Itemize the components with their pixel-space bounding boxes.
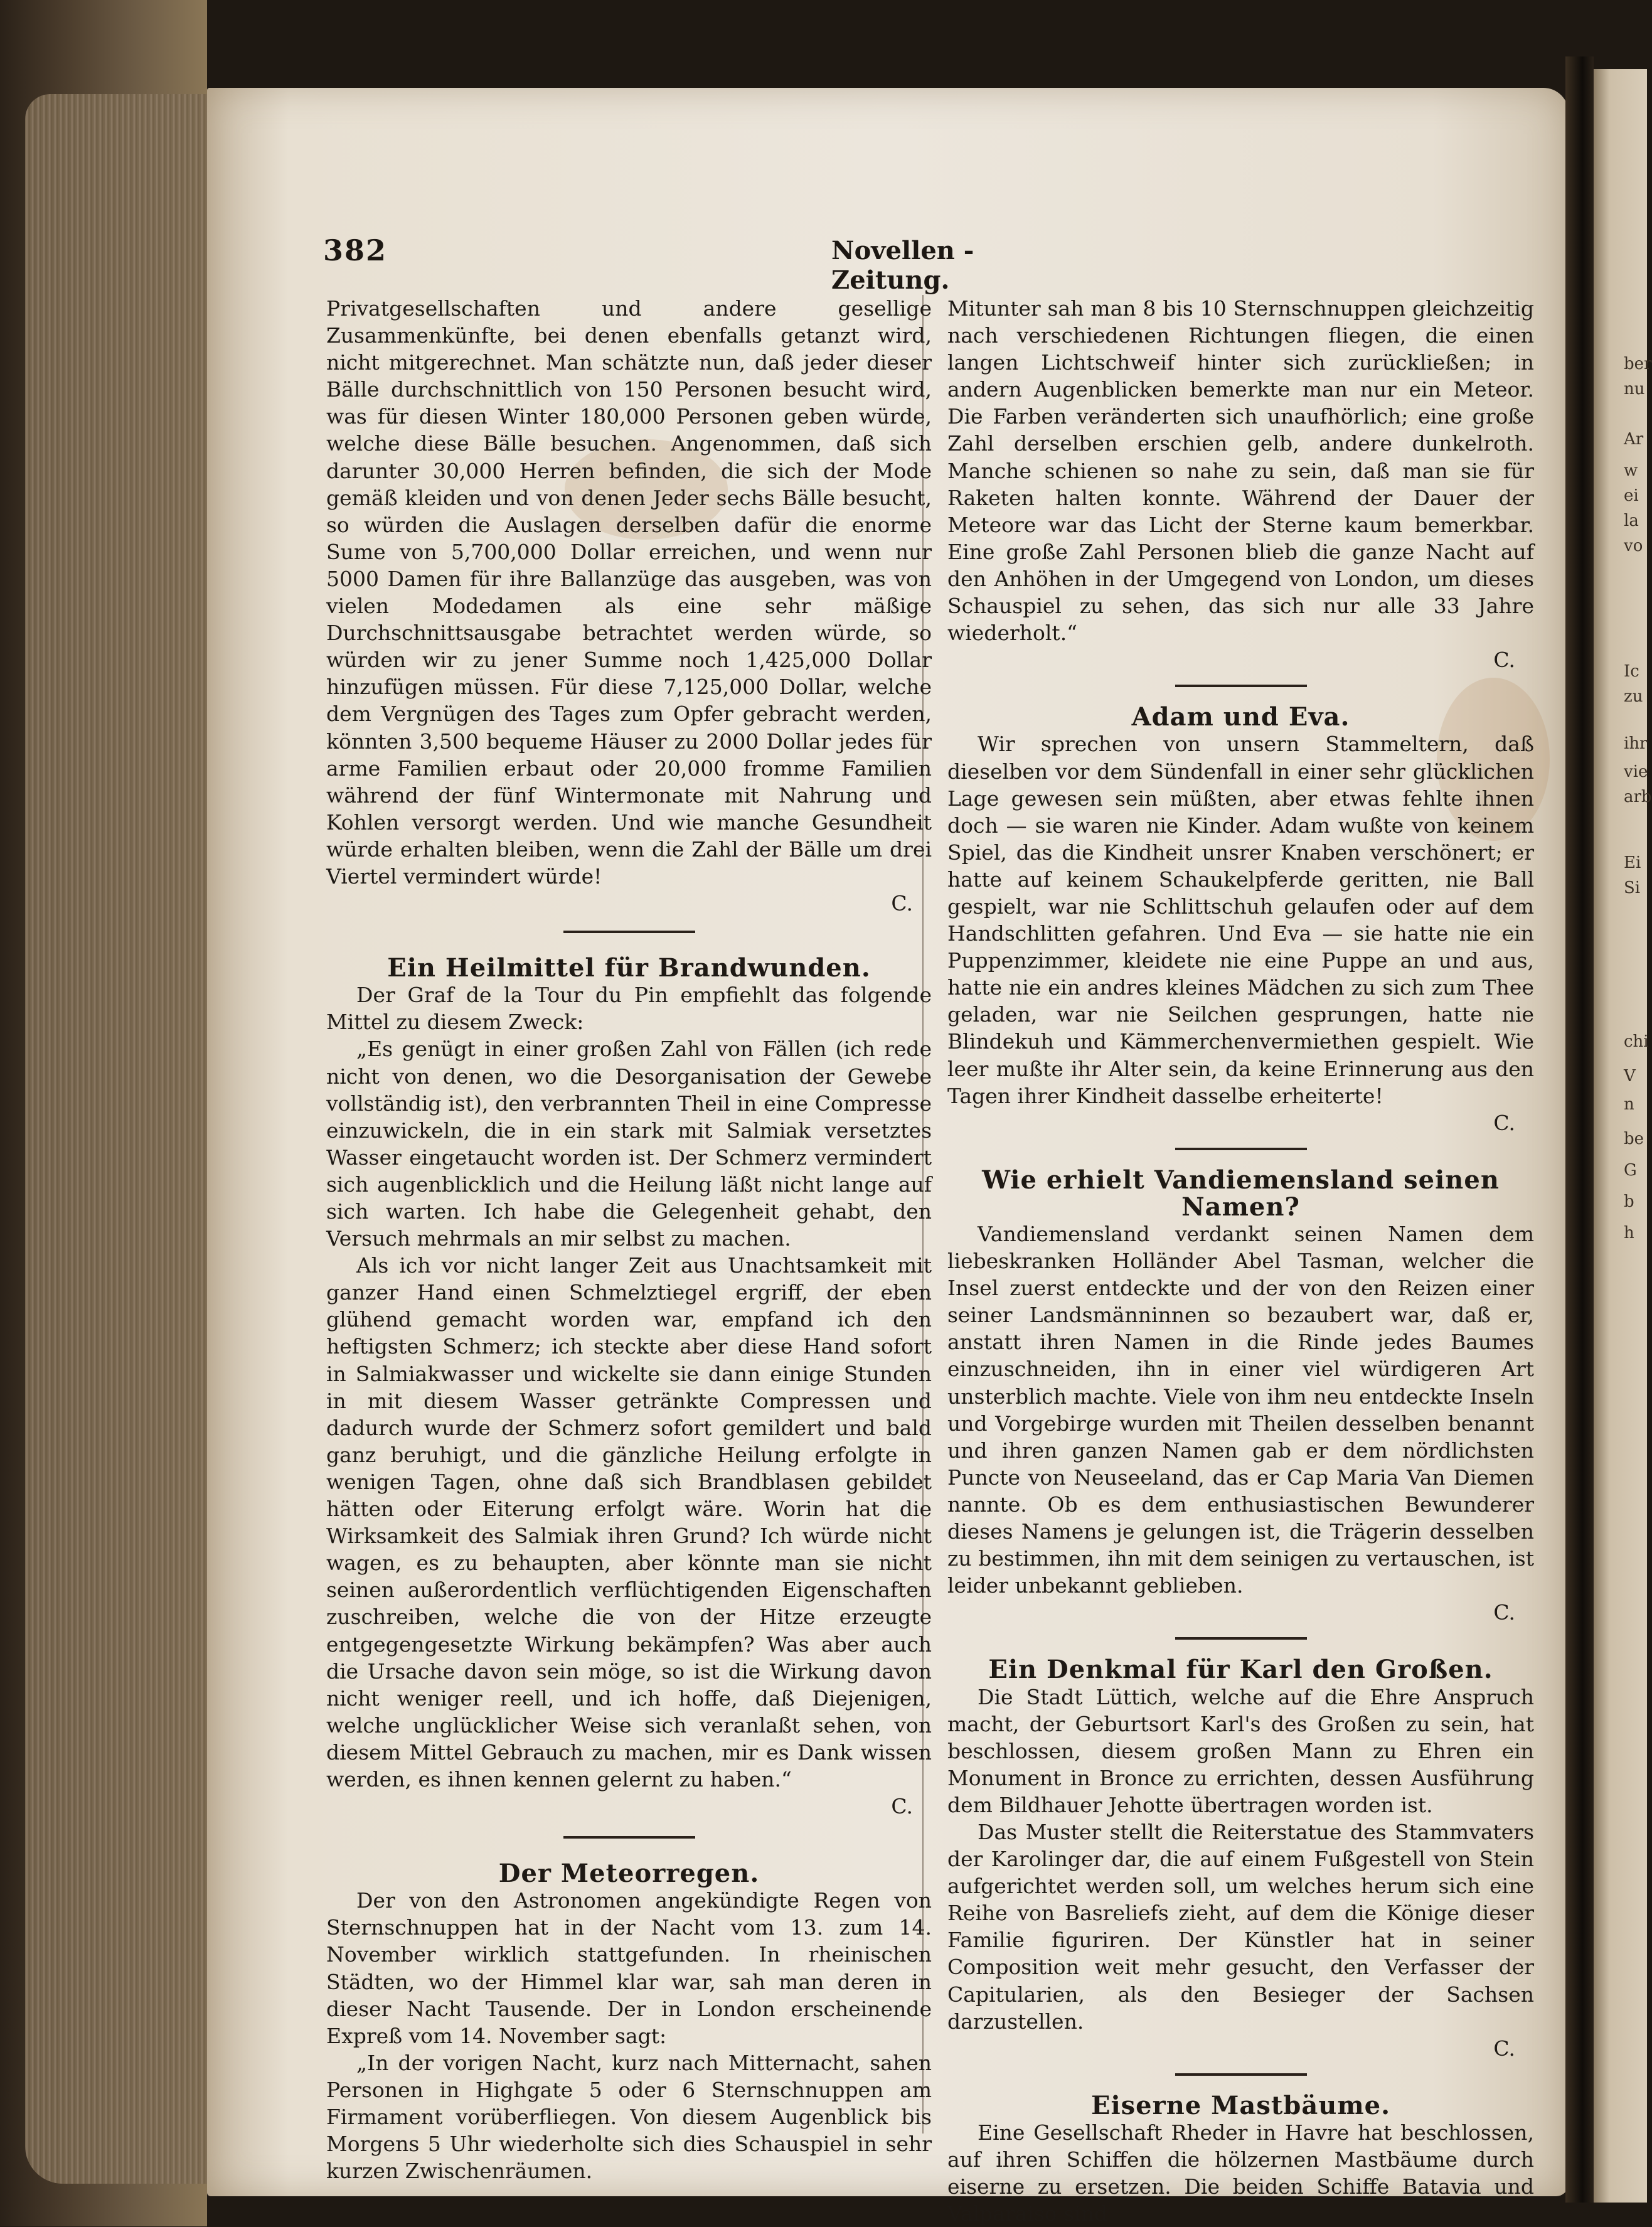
body-paragraph: Der von den Astronomen angekündigte Regen von Sternschnuppen hat in der Nacht vom 13. zum 14. November wirklich stattgefunden. In rheinischen Städten, wo der Himmel klar war, sah man deren in dieser Nacht Tausende. Der in London erscheinende Expreß vom 14. November sagt: [326,1888,932,2048]
next-page-fragment: chi [1624,1032,1649,1051]
next-page-fragment: ei [1624,486,1639,505]
author-signature: C. [1493,1110,1515,1135]
body-paragraph: Als ich vor nicht langer Zeit aus Unachtsamkeit mit ganzer Hand einen Schmelztiegel ergriff, der eben glühend gemacht worden war, empfand ich den heftigsten Schmerz; ich steckte aber diese Hand sofort in Salmiakwasser und wickelte sie dann einige Stunden in mit diesem Wasser getränkte Compressen und dadurch wurde der Schmerz sofort gemildert und bald ganz beruhigt, und die gänzliche Heilung erfolgte in wenigen Tagen, ohne daß sich Brandblasen gebildet hätten oder Eiterung erfolgt wäre. Worin hat die Wirksamkeit des Salmiak ihren Grund? Ich würde nicht wagen, es zu behaupten, aber könnte man sie nicht seinen außerordentlich verflüchtigenden Eigenschaften zuschreiben, welche die von der Hitze erzeugte entgegengesetzte Wirkung bekämpfen? Was aber auch die Ursache davon sein möge, so ist die Wirkung davon nicht weniger reell, und ich hoffe, daß Diejenigen, welche unglücklicher Weise sich veranlaßt sehen, von diesem Mittel Gebrauch zu machen, mir es Dank wissen werden, es ihnen kennen gelernt zu haben.“ [326,1253,932,1792]
article-title: Ein Heilmittel für Brandwunden. [387,953,871,983]
book-gutter [1565,56,1594,2203]
page-header [323,233,1023,295]
page-number: 382 [323,233,388,267]
body-paragraph: „In der vorigen Nacht, kurz nach Mitternacht, sahen Personen in Highgate 5 oder 6 Sternschnuppen am Firmament vorüberfliegen. Von diesem Augenblick bis Morgens 5 Uhr wiederholte sich dies Schauspiel in sehr kurzen Zwischenräumen. [326,2050,932,2184]
next-page-fragment: be [1624,1130,1644,1148]
next-page-fragment: ber [1624,355,1652,373]
section-rule [563,1836,695,1839]
article-title: Adam und Eva. [1131,702,1350,732]
next-page-fragment: Ar [1624,430,1644,449]
body-paragraph: Mitunter sah man 8 bis 10 Sternschnuppen gleichzeitig nach verschiedenen Richtungen fliegen, die einen langen Lichtschweif hinter sich zurückließen; in andern Augenblicken bemerkte man nur ein Meteor. Die Farben veränderten sich unaufhörlich; eine große Zahl derselben erschien gelb, andere dunkelroth. Manche schienen so nahe zu sein, daß man sie für Raketen halten konnte. Während der Dauer der Meteore war das Licht der Sterne kaum bemerkbar. Eine große Zahl Personen blieb die ganze Nacht auf den Anhöhen in der Umgegend von London, um dieses Schauspiel zu sehen, das sich nur alle 33 Jahre wiederholt.“ [947,296,1534,646]
next-page-fragment: w [1624,461,1638,480]
article-title: Eiserne Mastbäume. [1090,2090,1391,2120]
author-signature: C. [1493,1600,1515,1625]
left-column [326,295,932,2184]
next-page-fragment: vo [1624,537,1643,555]
section-rule [1175,1148,1307,1150]
section-rule [1175,685,1307,687]
body-paragraph: Das Muster stellt die Reiterstatue des Stammvaters der Karolinger dar, die auf einem Fußgestell von Stein aufgerichtet werden soll, um welches herum sich eine Reihe von Basreliefs zieht, auf dem die Könige dieser Familie figuriren. Der Künstler hat in seiner Composition weit mehr gesucht, den Verfasser der Capitularien, als den Besieger der Sachsen darzustellen. [947,1819,1534,2034]
next-page-fragment: V [1624,1067,1636,1086]
next-page-fragment: la [1624,511,1639,530]
next-page-fragment: n [1624,1095,1634,1114]
section-rule [563,931,695,933]
next-page-fragment: h [1624,1224,1634,1242]
body-paragraph: Vandiemensland verdankt seinen Namen dem liebeskranken Holländer Abel Tasman, welcher die Insel zuerst entdeckte und der von den Reizen einer seiner Landsmänninnen so bezaubert war, daß er, anstatt ihren Namen in die Rinde jedes Baumes einzuschneiden, ihn in einer viel würdigeren Art unsterblich machte. Viele von ihm neu entdeckte Inseln und Vorgebirge wurden mit Theilen desselben benannt und ihren ganzen Namen gab er dem nördlichsten Puncte von Neuseeland, das er Cap Maria Van Diemen nannte. Ob es dem enthusiastischen Bewunderer dieses Namens je gelungen ist, die Trägerin desselben zu bestimmen, ihn mit dem seinigen zu vertauschen, ist leider unbekannt geblieben. [947,1222,1534,1598]
next-page-fragment: vie [1624,762,1648,781]
running-title: Novellen - Zeitung. [831,236,974,295]
article-title: Wie erhielt Vandiemensland seinen Namen? [982,1165,1500,1222]
section-rule [1175,2073,1307,2076]
body-paragraph: Wir sprechen von unsern Stammeltern, daß dieselben vor dem Sündenfall in einer sehr glücklichen Lage gewesen sein müßten, aber etwas fehlte ihnen doch — sie waren nie Kinder. Adam wußte von keinem Spiel, das die Kindheit unsrer Knaben verschönert; er hatte auf keinem Schaukelpferde geritten, nie Ball gespielt, war nie Schlittschuh gelaufen oder auf dem Handschlitten gefahren. Und Eva — sie hatte nie ein Puppenzimmer, kleidete nie eine Puppe an und aus, hatte nie ein andres kleines Mädchen zu sich zum Thee geladen, war nie Seilchen gesprungen, hatte nie Blindekuh und Kämmerchenvermiethen gespielt. Wie leer mußte ihr Alter sein, da keine Erinnerung aus den Tagen ihrer Kindheit dasselbe erheiterte! [947,732,1534,1108]
section-rule [1175,1637,1307,1640]
page-edges [25,94,213,2184]
next-page-fragment: zu [1624,687,1643,706]
right-column [947,295,1534,2227]
next-page-fragment: Ic [1624,662,1639,681]
next-page-fragment: G [1624,1161,1637,1180]
author-signature: C. [891,1794,913,1819]
article-title: Der Meteorregen. [498,1859,760,1889]
next-page-fragment: Si [1624,879,1641,897]
next-page-fragment: Ei [1624,853,1641,872]
body-paragraph: „Es genügt in einer großen Zahl von Fällen (ich rede nicht von denen, wo die Desorganisation der Gewebe vollständig ist), den verbrannten Theil in eine Compresse einzuwickeln, die in ein stark mit Salmiak versetztes Wasser eingetaucht worden ist. Der Schmerz vermindert sich augenblicklich und die Heilung läßt nicht lange auf sich warten. Ich habe die Gelegenheit gehabt, den Versuch mehrmals an mir selbst zu machen. [326,1037,932,1251]
author-signature: C. [1493,2036,1515,2061]
article-title: Ein Denkmal für Karl den Großen. [988,1655,1493,1685]
body-paragraph: Eine Gesellschaft Rheder in Havre hat beschlossen, auf ihren Schiffen die hölzernen Mastbäume durch eiserne zu ersetzen. Die beiden Schiffe Batavia und Valparaiso sind [947,2120,1534,2226]
next-page-fragment: arb [1624,788,1652,806]
body-paragraph: Der Graf de la Tour du Pin empfiehlt das folgende Mittel zu diesem Zweck: [326,983,932,1035]
next-page-edge [1594,69,1652,2203]
body-paragraph: Die Stadt Lüttich, welche auf die Ehre Anspruch macht, der Geburtsort Karl's des Großen zu sein, hat beschlossen, diesem großen Mann zu Ehren ein Monument in Bronce zu errichten, dessen Ausführung dem Bildhauer Jehotte übertragen worden ist. [947,1684,1534,1817]
author-signature: C. [1493,648,1515,673]
body-paragraph: Privatgesellschaften und andere gesellige Zusammenkünfte, bei denen ebenfalls getanzt wird, nicht mitgerechnet. Man schätzte nun, daß jeder dieser Bälle durchschnittlich von 150 Personen besucht wird, was für diesen Winter 180,000 Personen geben würde, welche diese Bälle besuchen. Angenommen, daß sich darunter 30,000 Herren befinden, die sich der Mode gemäß kleiden und von denen Jeder sechs Bälle besucht, so würden die Auslagen derselben dafür die enorme Sume von 5,700,000 Dollar erreichen, und wenn nur 5000 Damen für ihre Ballanzüge das ausgeben, was von vielen Modedamen als eine sehr mäßige Durchschnittsausgabe betrachtet werden würde, so würden wir zu jener Summe noch 1,425,000 Dollar hinzufügen müssen. Für diese 7,125,000 Dollar, welche dem Vergnügen des Tages zum Opfer gebracht werden, könnten 3,500 bequeme Häuser zu 2000 Dollar jedes für arme Familien erbaut oder 20,000 fromme Familien während der fünf Wintermonate mit Nahrung und Kohlen versorgt werden. Und wie manche Gesundheit würde erhalten bleiben, wenn die Zahl der Bälle um drei Viertel vermindert würde! [326,296,932,889]
author-signature: C. [891,891,913,916]
next-page-fragment: ihr [1624,734,1648,753]
next-page-fragment: b [1624,1192,1634,1211]
next-page-fragment: nu [1624,380,1645,398]
